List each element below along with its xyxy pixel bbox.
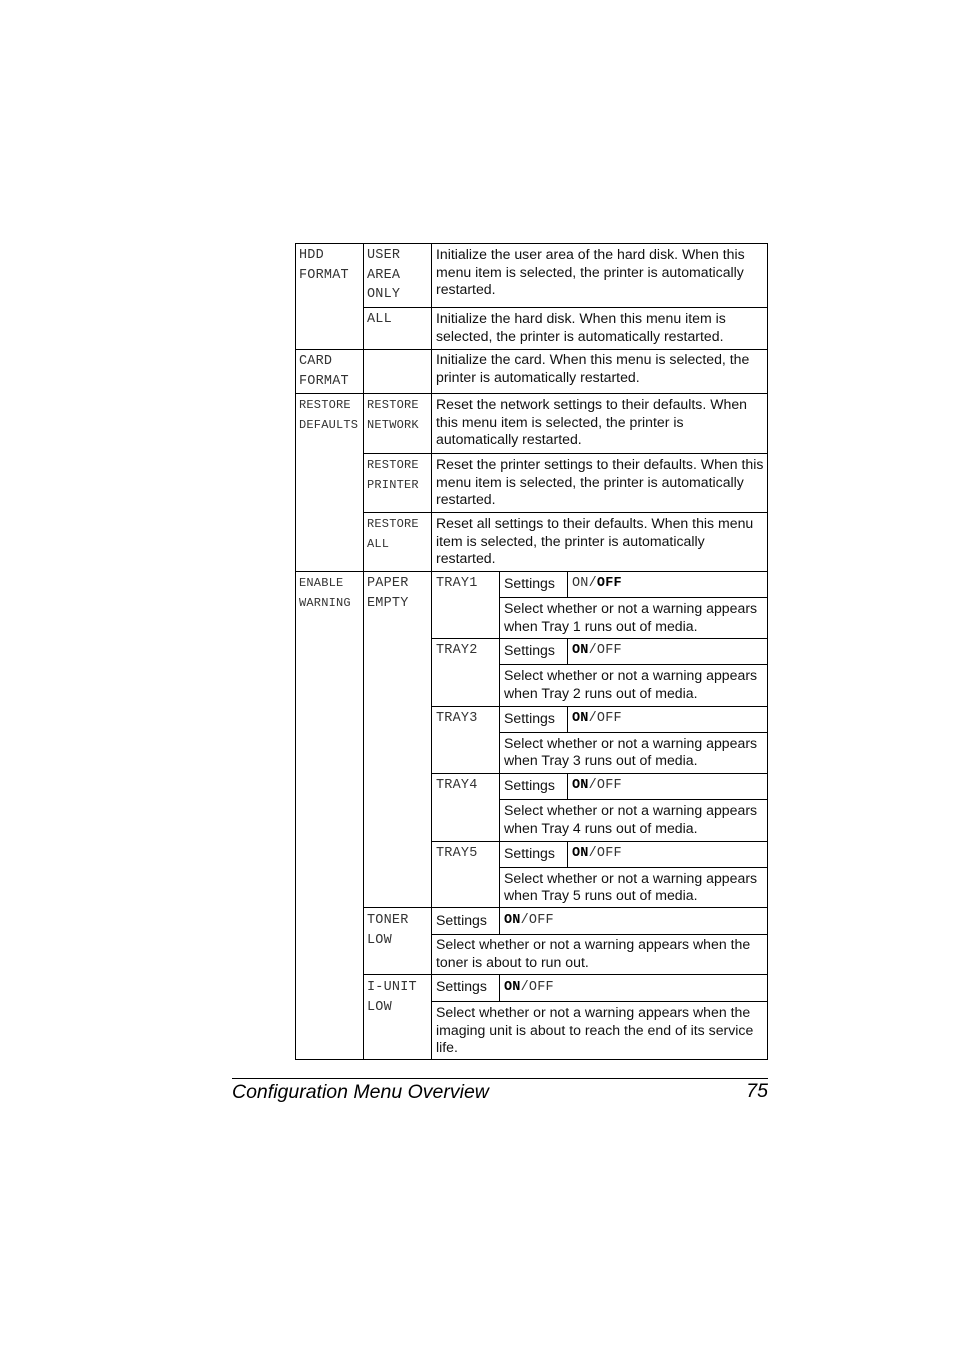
submenu-user-area-only: USER AREA ONLY	[367, 248, 401, 302]
menu-card-format: CARD FORMAT	[299, 354, 349, 389]
grid-line-h	[499, 732, 768, 733]
footer-rule	[232, 1078, 768, 1079]
tray-settings-value	[572, 844, 622, 864]
grid-line-h	[431, 706, 768, 707]
grid-line-h	[363, 974, 768, 975]
tray-desc: Select whether or not a warning appears when Tray 3 runs out of media.	[504, 734, 758, 769]
grid-line-v	[499, 974, 500, 1002]
tray-desc: Select whether or not a warning appears when Tray 4 runs out of media.	[504, 802, 758, 836]
menu-restore-defaults: RESTORE DEFAULTS	[299, 398, 359, 432]
desc-iunit-low: Select whether or not a warning appears when the imaging unit is about to reach the end of its service life.	[436, 1004, 754, 1056]
desc-all: Initialize the hard disk. When this menu item is selected, the printer is automatically restarted.	[436, 310, 726, 344]
menu-enable-warning: ENABLE WARNING	[299, 576, 351, 610]
grid-line-h	[499, 867, 768, 868]
toner-settings-value	[504, 911, 554, 931]
tray-sep: /	[588, 710, 597, 726]
grid-line-h	[431, 841, 768, 842]
grid-line-v	[567, 706, 568, 733]
grid-line-h	[431, 1001, 768, 1002]
desc-restore-network: Reset the network settings to their defaults. When this menu item is selected, the printer is automatically restarted.	[436, 396, 748, 448]
tray-settings-value	[572, 641, 622, 661]
grid-line-v	[567, 773, 568, 800]
iunit-sep: /	[520, 980, 529, 995]
grid-line-v	[499, 571, 500, 908]
tray-sep: /	[588, 845, 597, 861]
tray-desc: Select whether or not a warning appears when Tray 5 runs out of media.	[504, 869, 758, 904]
grid-line-v	[499, 907, 500, 935]
grid-line-h	[499, 664, 768, 665]
iunit-settings-label: Settings	[436, 978, 487, 994]
submenu-paper-empty: PAPER EMPTY	[367, 576, 409, 611]
tray-sep: /	[588, 778, 597, 794]
desc-restore-all: Reset all settings to their defaults. When this menu item is selected, the printer is automatically restarted.	[436, 515, 754, 567]
tray-settings-label: Settings	[504, 844, 555, 861]
grid-line-v	[431, 243, 432, 1060]
grid-line-h	[363, 453, 768, 454]
grid-line-h	[363, 307, 768, 308]
grid-line-h	[295, 571, 768, 572]
tray-settings-label: Settings	[504, 575, 555, 591]
tray-label: TRAY3	[436, 710, 478, 726]
submenu-restore-printer: RESTORE PRINTER	[367, 458, 419, 492]
tray-settings-label: Settings	[504, 777, 555, 794]
grid-line-v	[363, 243, 364, 1060]
menu-hdd-format: HDD FORMAT	[299, 248, 349, 283]
tray-sep: /	[588, 576, 597, 591]
tray-desc: Select whether or not a warning appears when Tray 1 runs out of media.	[504, 600, 758, 634]
tray-off: OFF	[596, 576, 622, 591]
submenu-restore-network: RESTORE NETWORK	[367, 398, 419, 432]
tray-off: OFF	[596, 643, 622, 659]
grid-line-h	[499, 799, 768, 800]
tray-settings-label: Settings	[504, 642, 555, 659]
grid-line-v	[295, 243, 296, 1060]
tray-on: ON	[572, 576, 589, 591]
grid-line-v	[567, 571, 568, 598]
grid-line-v	[567, 841, 568, 868]
grid-line-v	[767, 243, 768, 1060]
tray-sep: /	[588, 643, 597, 659]
grid-line-h	[363, 512, 768, 513]
grid-line-v	[567, 638, 568, 665]
iunit-settings-value	[504, 978, 554, 998]
iunit-on: ON	[504, 980, 521, 995]
footer-title: Configuration Menu Overview	[232, 1081, 489, 1103]
grid-line-h	[431, 773, 768, 774]
tray-desc: Select whether or not a warning appears when Tray 2 runs out of media.	[504, 667, 758, 701]
grid-line-h	[363, 907, 768, 908]
tray-on: ON	[572, 643, 589, 659]
iunit-off: OFF	[528, 980, 554, 995]
tray-on: ON	[572, 778, 589, 794]
tray-on: ON	[572, 845, 589, 861]
tray-off: OFF	[596, 845, 622, 861]
toner-on: ON	[504, 913, 521, 928]
toner-settings-label: Settings	[436, 912, 487, 928]
grid-line-h	[295, 393, 768, 394]
tray-settings-label: Settings	[504, 709, 555, 726]
toner-off: OFF	[528, 913, 554, 928]
desc-toner-low: Select whether or not a warning appears when the toner is about to run out.	[436, 936, 751, 970]
tray-label: TRAY2	[436, 643, 478, 659]
desc-card-format: Initialize the card. When this menu is selected, the printer is automatically restarted.	[436, 351, 750, 385]
submenu-toner-low: TONER LOW	[367, 913, 409, 948]
submenu-restore-all: RESTORE ALL	[367, 517, 419, 551]
tray-on: ON	[572, 710, 589, 726]
grid-line-h	[295, 349, 768, 350]
grid-line-h	[431, 638, 768, 639]
tray-label: TRAY5	[436, 845, 478, 861]
grid-line-h	[295, 243, 768, 244]
tray-off: OFF	[596, 710, 622, 726]
grid-line-h	[431, 934, 768, 935]
tray-label: TRAY4	[436, 778, 478, 794]
tray-label: TRAY1	[436, 576, 478, 591]
grid-line-h	[295, 1059, 768, 1060]
tray-settings-value	[572, 776, 622, 796]
submenu-all: ALL	[367, 312, 392, 327]
tray-off: OFF	[596, 778, 622, 794]
submenu-iunit-low: I-UNIT LOW	[367, 980, 417, 1015]
page-number: 75	[746, 1080, 768, 1102]
tray-settings-value	[572, 709, 622, 729]
desc-user-area-only: Initialize the user area of the hard disk. When this menu item is selected, the printer is automatically restarted.	[436, 246, 745, 298]
toner-sep: /	[520, 913, 529, 928]
grid-line-h	[499, 597, 768, 598]
desc-restore-printer: Reset the printer settings to their defaults. When this menu item is selected, the printer is automatically restarted.	[436, 456, 764, 508]
tray-settings-value	[572, 574, 622, 594]
